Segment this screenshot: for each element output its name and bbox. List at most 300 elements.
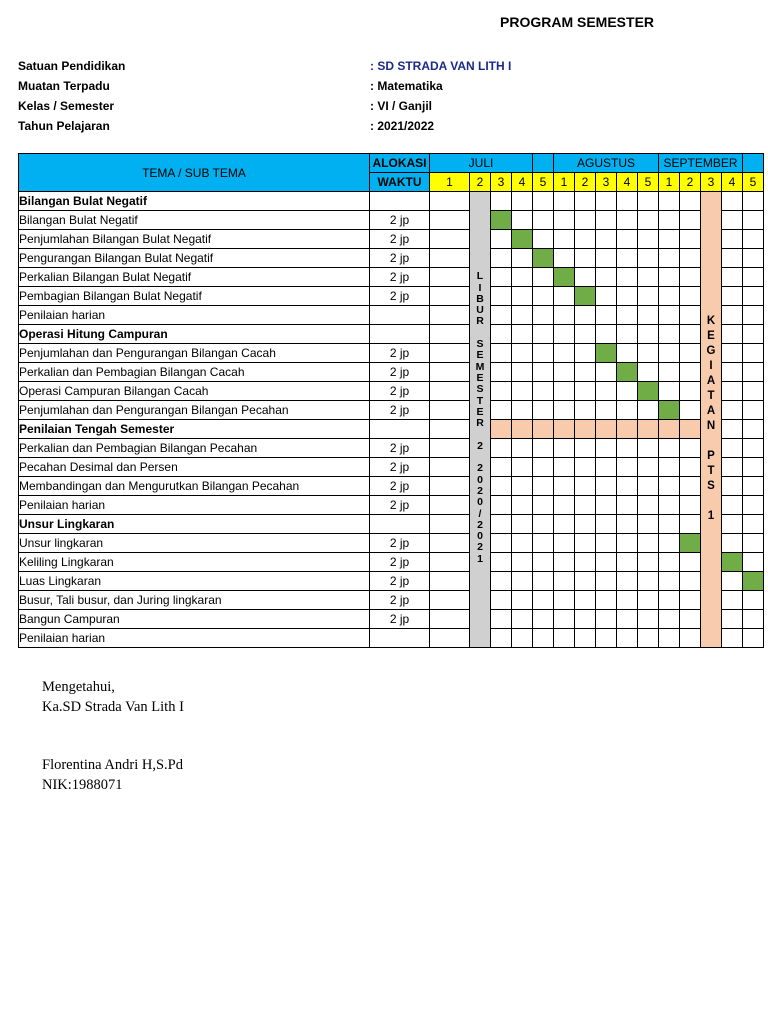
subtopic-label: Operasi Campuran Bilangan Cacah	[19, 382, 370, 401]
week-cell	[512, 249, 533, 268]
week-cell	[430, 439, 470, 458]
week-cell	[554, 496, 575, 515]
time-allocation: 2 jp	[370, 287, 430, 306]
info-value: : SD STRADA VAN LITH I	[370, 59, 512, 73]
header-waktu: WAKTU	[370, 173, 430, 192]
header-blank	[533, 154, 554, 173]
week-cell	[430, 553, 470, 572]
week-cell	[743, 629, 764, 648]
week-cell	[596, 287, 617, 306]
week-cell	[575, 192, 596, 211]
table-row	[19, 401, 764, 420]
week-cell	[430, 496, 470, 515]
week-cell	[722, 382, 743, 401]
subtopic-label: Membandingan dan Mengurutkan Bilangan Pecahan	[19, 477, 370, 496]
week-cell	[575, 591, 596, 610]
week-cell	[617, 477, 638, 496]
week-cell	[554, 249, 575, 268]
week-cell	[659, 363, 680, 382]
week-number: 1	[554, 173, 575, 192]
week-cell	[722, 287, 743, 306]
week-cell	[617, 211, 638, 230]
week-number: 1	[430, 173, 470, 192]
week-number: 5	[638, 173, 659, 192]
week-cell	[554, 458, 575, 477]
week-cell	[512, 325, 533, 344]
week-cell	[617, 515, 638, 534]
week-cell	[659, 344, 680, 363]
week-cell	[659, 553, 680, 572]
libur-semester-label: L I B U R S E M E S T E R 2 2 0 2 0 / 2 0 2 1	[475, 270, 485, 565]
week-cell	[743, 192, 764, 211]
time-allocation: 2 jp	[370, 401, 430, 420]
week-cell	[617, 306, 638, 325]
time-allocation: 2 jp	[370, 268, 430, 287]
week-cell	[575, 610, 596, 629]
table-row	[19, 629, 764, 648]
week-cell	[533, 211, 554, 230]
week-cell	[575, 496, 596, 515]
week-cell	[743, 230, 764, 249]
week-cell	[596, 439, 617, 458]
week-cell	[659, 268, 680, 287]
week-cell	[575, 572, 596, 591]
week-cell	[575, 268, 596, 287]
week-cell	[512, 610, 533, 629]
week-cell	[575, 382, 596, 401]
week-number: 5	[743, 173, 764, 192]
week-cell	[638, 192, 659, 211]
week-cell	[430, 211, 470, 230]
scheduled-week-cell	[680, 534, 701, 553]
week-cell	[680, 325, 701, 344]
time-allocation: 2 jp	[370, 477, 430, 496]
week-cell	[430, 363, 470, 382]
scheduled-week-cell	[533, 249, 554, 268]
time-allocation: 2 jp	[370, 363, 430, 382]
subtopic-label: Bangun Campuran	[19, 610, 370, 629]
week-cell	[680, 477, 701, 496]
week-cell	[680, 401, 701, 420]
week-cell	[617, 230, 638, 249]
week-cell	[430, 230, 470, 249]
week-cell	[680, 458, 701, 477]
week-cell	[596, 363, 617, 382]
week-cell	[491, 439, 512, 458]
week-cell	[680, 192, 701, 211]
table-row	[19, 211, 764, 230]
week-cell	[617, 325, 638, 344]
week-cell	[743, 610, 764, 629]
week-cell	[554, 306, 575, 325]
week-cell	[533, 572, 554, 591]
week-cell	[533, 230, 554, 249]
week-cell	[743, 591, 764, 610]
week-cell	[533, 458, 554, 477]
time-allocation: 2 jp	[370, 211, 430, 230]
time-allocation: 2 jp	[370, 572, 430, 591]
time-allocation	[370, 192, 430, 211]
time-allocation: 2 jp	[370, 249, 430, 268]
week-cell	[533, 344, 554, 363]
week-cell	[512, 287, 533, 306]
week-cell	[743, 534, 764, 553]
week-cell	[743, 439, 764, 458]
week-cell	[638, 553, 659, 572]
week-cell	[596, 572, 617, 591]
week-cell	[554, 192, 575, 211]
signer-name: Florentina Andri H,S.Pd	[42, 757, 183, 773]
week-cell	[512, 211, 533, 230]
table-row	[19, 249, 764, 268]
week-cell	[722, 572, 743, 591]
week-cell	[596, 591, 617, 610]
scheduled-week-cell	[617, 363, 638, 382]
week-cell	[638, 610, 659, 629]
week-number: 2	[575, 173, 596, 192]
week-cell	[575, 211, 596, 230]
week-cell	[596, 382, 617, 401]
week-cell	[554, 287, 575, 306]
week-cell	[512, 477, 533, 496]
subtopic-label: Keliling Lingkaran	[19, 553, 370, 572]
table-row	[19, 496, 764, 515]
week-cell	[743, 401, 764, 420]
week-cell	[491, 458, 512, 477]
week-cell	[430, 477, 470, 496]
week-cell	[533, 591, 554, 610]
week-cell	[430, 534, 470, 553]
week-cell	[743, 287, 764, 306]
week-number: 5	[533, 173, 554, 192]
subtopic-label: Unsur lingkaran	[19, 534, 370, 553]
week-cell	[743, 363, 764, 382]
table-row	[19, 306, 764, 325]
week-cell	[596, 458, 617, 477]
week-cell	[512, 268, 533, 287]
scheduled-week-cell	[638, 382, 659, 401]
week-cell	[617, 268, 638, 287]
week-cell	[512, 306, 533, 325]
header-blank	[743, 154, 764, 173]
week-cell	[491, 401, 512, 420]
week-cell	[533, 477, 554, 496]
pts-week-cell	[638, 420, 659, 439]
week-cell	[491, 534, 512, 553]
week-cell	[638, 287, 659, 306]
week-cell	[743, 458, 764, 477]
info-value: : Matematika	[370, 79, 443, 93]
week-cell	[659, 287, 680, 306]
table-row	[19, 515, 764, 534]
week-cell	[575, 344, 596, 363]
week-cell	[638, 629, 659, 648]
table-row	[19, 591, 764, 610]
week-number: 3	[491, 173, 512, 192]
week-cell	[596, 496, 617, 515]
week-cell	[554, 363, 575, 382]
scheduled-week-cell	[512, 230, 533, 249]
week-cell	[722, 496, 743, 515]
week-cell	[659, 496, 680, 515]
week-cell	[575, 629, 596, 648]
signature-block	[42, 677, 184, 795]
week-cell	[430, 249, 470, 268]
week-cell	[743, 477, 764, 496]
week-cell	[430, 591, 470, 610]
week-cell	[491, 249, 512, 268]
week-cell	[596, 401, 617, 420]
subtopic-label: Pengurangan Bilangan Bulat Negatif	[19, 249, 370, 268]
week-cell	[617, 401, 638, 420]
week-cell	[722, 591, 743, 610]
week-cell	[617, 344, 638, 363]
time-allocation	[370, 420, 430, 439]
scheduled-week-cell	[722, 553, 743, 572]
week-cell	[430, 401, 470, 420]
week-cell	[491, 591, 512, 610]
week-cell	[430, 515, 470, 534]
week-cell	[743, 553, 764, 572]
week-cell	[743, 325, 764, 344]
time-allocation: 2 jp	[370, 591, 430, 610]
week-cell	[554, 629, 575, 648]
week-cell	[743, 306, 764, 325]
week-cell	[638, 401, 659, 420]
week-cell	[491, 268, 512, 287]
week-cell	[659, 249, 680, 268]
time-allocation: 2 jp	[370, 496, 430, 515]
subtopic-label: Perkalian dan Pembagian Bilangan Pecahan	[19, 439, 370, 458]
week-cell	[596, 610, 617, 629]
week-cell	[533, 192, 554, 211]
week-cell	[491, 515, 512, 534]
week-number: 3	[596, 173, 617, 192]
table-row	[19, 230, 764, 249]
week-cell	[491, 363, 512, 382]
pts-week-cell	[659, 420, 680, 439]
pts-week-cell	[596, 420, 617, 439]
week-cell	[659, 325, 680, 344]
week-cell	[512, 344, 533, 363]
table-row	[19, 610, 764, 629]
section-title: Unsur Lingkaran	[19, 515, 370, 534]
pts-week-cell	[512, 420, 533, 439]
week-cell	[638, 534, 659, 553]
week-cell	[596, 325, 617, 344]
kegiatan-pts-column	[701, 192, 722, 648]
week-cell	[512, 458, 533, 477]
week-cell	[554, 572, 575, 591]
week-cell	[512, 591, 533, 610]
week-cell	[575, 515, 596, 534]
week-cell	[659, 572, 680, 591]
week-cell	[722, 401, 743, 420]
week-cell	[430, 344, 470, 363]
table-row	[19, 344, 764, 363]
week-cell	[533, 268, 554, 287]
week-number: 4	[617, 173, 638, 192]
section-title: Penilaian Tengah Semester	[19, 420, 370, 439]
week-cell	[430, 382, 470, 401]
week-cell	[575, 477, 596, 496]
week-cell	[722, 268, 743, 287]
table-row	[19, 534, 764, 553]
week-cell	[617, 439, 638, 458]
week-cell	[743, 515, 764, 534]
week-cell	[596, 230, 617, 249]
time-allocation	[370, 306, 430, 325]
week-cell	[596, 534, 617, 553]
week-cell	[512, 439, 533, 458]
week-cell	[533, 515, 554, 534]
week-cell	[743, 211, 764, 230]
week-cell	[659, 534, 680, 553]
subtopic-label: Busur, Tali busur, dan Juring lingkaran	[19, 591, 370, 610]
week-cell	[533, 401, 554, 420]
table-row	[19, 553, 764, 572]
week-cell	[659, 515, 680, 534]
week-cell	[638, 458, 659, 477]
week-cell	[533, 306, 554, 325]
week-cell	[680, 515, 701, 534]
week-cell	[491, 477, 512, 496]
week-cell	[512, 572, 533, 591]
time-allocation: 2 jp	[370, 344, 430, 363]
week-cell	[512, 553, 533, 572]
week-cell	[575, 306, 596, 325]
week-cell	[554, 230, 575, 249]
week-cell	[680, 287, 701, 306]
table-row	[19, 439, 764, 458]
signer-nik: NIK:1988071	[42, 777, 123, 793]
week-number: 1	[659, 173, 680, 192]
week-cell	[575, 534, 596, 553]
subtopic-label: Pembagian Bilangan Bulat Negatif	[19, 287, 370, 306]
week-cell	[512, 629, 533, 648]
week-cell	[554, 515, 575, 534]
pts-week-cell	[491, 420, 512, 439]
week-cell	[533, 610, 554, 629]
table-row	[19, 458, 764, 477]
week-cell	[659, 629, 680, 648]
week-cell	[722, 477, 743, 496]
time-allocation	[370, 515, 430, 534]
week-cell	[554, 211, 575, 230]
week-number: 2	[680, 173, 701, 192]
sign-line-mengetahui: Mengetahui,	[42, 679, 115, 695]
subtopic-label: Perkalian dan Pembagian Bilangan Cacah	[19, 363, 370, 382]
week-number: 2	[470, 173, 491, 192]
table-row	[19, 325, 764, 344]
week-cell	[722, 534, 743, 553]
subtopic-label: Penilaian harian	[19, 629, 370, 648]
table-row	[19, 382, 764, 401]
header-month-juli: JULI	[430, 154, 533, 173]
subtopic-label: Penjumlahan dan Pengurangan Bilangan Cacah	[19, 344, 370, 363]
week-cell	[638, 306, 659, 325]
week-cell	[512, 534, 533, 553]
week-cell	[512, 496, 533, 515]
subtopic-label: Penilaian harian	[19, 496, 370, 515]
week-cell	[617, 458, 638, 477]
week-cell	[430, 629, 470, 648]
week-cell	[617, 382, 638, 401]
week-cell	[533, 534, 554, 553]
week-cell	[596, 249, 617, 268]
subtopic-label: Bilangan Bulat Negatif	[19, 211, 370, 230]
libur-semester-column	[470, 192, 491, 648]
week-cell	[680, 382, 701, 401]
week-cell	[722, 458, 743, 477]
info-label: Tahun Pelajaran	[18, 119, 110, 133]
header-tema: TEMA / SUB TEMA	[19, 154, 370, 192]
week-cell	[659, 211, 680, 230]
week-cell	[430, 287, 470, 306]
pts-week-cell	[533, 420, 554, 439]
subtopic-label: Penjumlahan Bilangan Bulat Negatif	[19, 230, 370, 249]
week-cell	[430, 610, 470, 629]
week-cell	[596, 477, 617, 496]
week-cell	[722, 363, 743, 382]
week-cell	[638, 249, 659, 268]
week-cell	[533, 382, 554, 401]
header-month-september: SEPTEMBER	[659, 154, 743, 173]
week-cell	[680, 344, 701, 363]
week-cell	[617, 496, 638, 515]
week-cell	[575, 439, 596, 458]
week-cell	[617, 610, 638, 629]
page-title: PROGRAM SEMESTER	[500, 14, 655, 30]
week-cell	[659, 591, 680, 610]
kegiatan-pts-label: K E G I A T A N P T S 1	[706, 315, 716, 522]
week-cell	[722, 344, 743, 363]
scheduled-week-cell	[554, 268, 575, 287]
week-cell	[491, 230, 512, 249]
time-allocation	[370, 325, 430, 344]
week-cell	[722, 629, 743, 648]
week-cell	[680, 363, 701, 382]
week-cell	[659, 230, 680, 249]
section-title: Bilangan Bulat Negatif	[19, 192, 370, 211]
header-month-agustus: AGUSTUS	[554, 154, 659, 173]
time-allocation: 2 jp	[370, 230, 430, 249]
week-cell	[554, 610, 575, 629]
table-row	[19, 477, 764, 496]
week-cell	[512, 515, 533, 534]
week-cell	[722, 192, 743, 211]
info-value: : VI / Ganjil	[370, 99, 433, 113]
week-cell	[680, 629, 701, 648]
week-cell	[491, 553, 512, 572]
table-row	[19, 363, 764, 382]
scheduled-week-cell	[743, 572, 764, 591]
week-cell	[430, 572, 470, 591]
schedule-table	[18, 153, 764, 648]
week-cell	[491, 496, 512, 515]
pts-week-cell	[680, 420, 701, 439]
week-cell	[722, 230, 743, 249]
info-label: Satuan Pendidikan	[18, 59, 126, 73]
week-cell	[638, 344, 659, 363]
week-cell	[659, 192, 680, 211]
week-cell	[596, 268, 617, 287]
week-cell	[554, 439, 575, 458]
week-cell	[512, 363, 533, 382]
week-cell	[638, 515, 659, 534]
subtopic-label: Perkalian Bilangan Bulat Negatif	[19, 268, 370, 287]
week-cell	[680, 211, 701, 230]
